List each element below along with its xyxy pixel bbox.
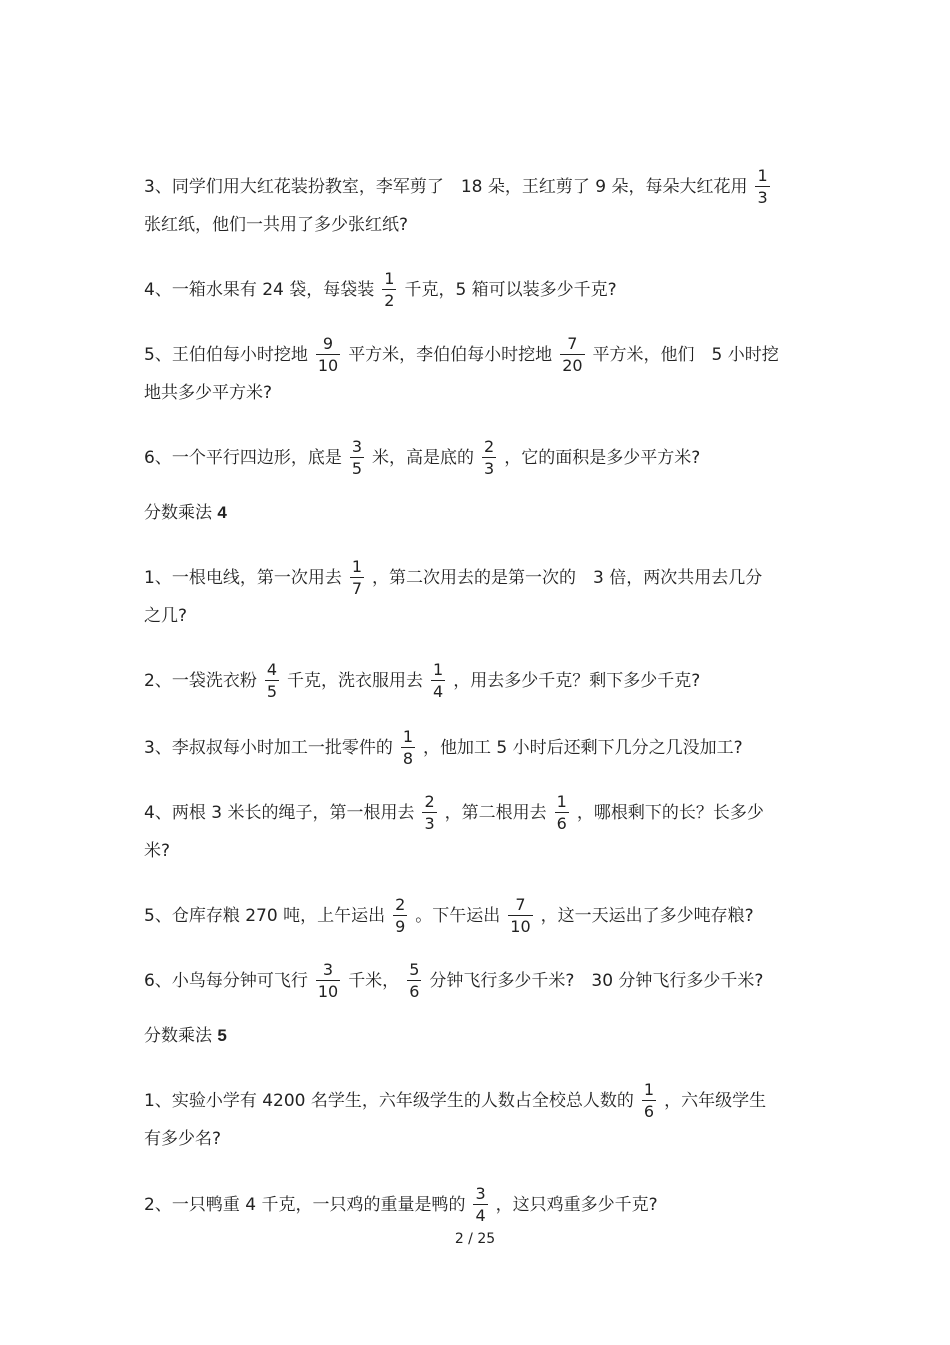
fraction: [350, 439, 364, 477]
text-segment: 米?: [144, 841, 171, 861]
text-segment: 6、一个平行四边形，底是: [144, 448, 342, 468]
text-segment: 千米，: [348, 971, 400, 991]
text-segment: ，这只鸡重多少千克?: [495, 1195, 658, 1215]
problem-text-line: [144, 729, 743, 767]
text-segment: 。下午运出: [415, 906, 501, 926]
problem-text-line: [144, 439, 700, 477]
fraction-numerator: 1: [757, 166, 768, 185]
fraction-numerator: 3: [475, 1184, 486, 1203]
problem-text-line: [144, 1186, 658, 1224]
problem-text-line: [144, 662, 700, 700]
problem-text-line: [144, 168, 778, 206]
fraction: [316, 962, 340, 1000]
text-segment: ，六年级学生: [664, 1091, 767, 1111]
fraction: [393, 897, 407, 935]
fraction-numerator: 2: [484, 437, 495, 456]
problem-text-line: [144, 840, 170, 862]
fraction-numerator: 7: [508, 897, 532, 916]
fraction-denominator: 5: [266, 682, 278, 701]
text-segment: 5、王伯伯每小时挖地: [144, 345, 308, 365]
text-segment: ，他加工 5 小时后还剩下几分之几没加工?: [423, 738, 743, 758]
page-number: 2 / 25: [454, 1231, 496, 1247]
fraction: [431, 662, 445, 700]
fraction-denominator: 3: [424, 814, 435, 833]
text-segment: 有多少名?: [144, 1129, 222, 1149]
fraction-numerator: 1: [643, 1080, 655, 1099]
text-segment: 2、一只鸭重 4 千克，一只鸡的重量是鸭的: [144, 1195, 466, 1215]
fraction: [560, 336, 584, 374]
fraction-numerator: 2: [395, 895, 406, 914]
fraction-denominator: 20: [562, 356, 583, 375]
fraction: [316, 336, 340, 374]
fraction: [350, 559, 364, 597]
fraction-denominator: 4: [433, 682, 444, 701]
text-segment: 1、实验小学有 4200 名学生，六年级学生的人数占全校总人数的: [144, 1091, 634, 1111]
fraction: [755, 168, 769, 206]
fraction-numerator: 9: [316, 336, 340, 355]
fraction-denominator: 10: [317, 356, 339, 375]
fraction-denominator: 4: [475, 1206, 486, 1225]
fraction-denominator: 6: [556, 814, 567, 833]
section-heading: [144, 502, 227, 524]
problem-text-line: [144, 897, 754, 935]
problem-text-line: [144, 1128, 221, 1150]
problem-text-line: [144, 794, 764, 832]
text-segment: ，哪根剩下的长？长多少: [576, 803, 764, 823]
text-segment: 1、一根电线，第一次用去: [144, 568, 342, 588]
problem-text-line: [144, 271, 617, 309]
fraction-denominator: 5: [351, 459, 363, 478]
text-segment: 千克，洗衣服用去: [287, 671, 424, 691]
fraction-numerator: 2: [424, 792, 435, 811]
fraction: [401, 729, 415, 767]
fraction-denominator: 9: [395, 917, 406, 936]
fraction-numerator: 1: [402, 727, 414, 746]
fraction: [555, 794, 569, 832]
text-segment: ，第二根用去: [444, 803, 547, 823]
fraction: [422, 794, 436, 832]
text-segment: 之几?: [144, 606, 188, 626]
fraction-denominator: 3: [484, 459, 495, 478]
text-segment: ，第二次用去的是第一次的 3 倍，两次共用去几分: [372, 568, 763, 588]
text-segment: 3、同学们用大红花装扮教室，李军剪了 18 朵，王红剪了 9 朵，每朵大红花用: [144, 177, 748, 197]
text-segment: 分数乘法: [144, 503, 218, 523]
fraction-denominator: 6: [409, 982, 420, 1001]
text-segment: 6、小鸟每分钟可飞行: [144, 971, 308, 991]
fraction: [508, 897, 532, 935]
text-segment: 平方米，他们 5 小时挖: [592, 345, 779, 365]
text-segment: 3、李叔叔每小时加工一批零件的: [144, 738, 393, 758]
section-number: 4: [217, 503, 227, 522]
problem-text-line: [144, 336, 779, 374]
fraction-denominator: 10: [317, 982, 339, 1001]
fraction-numerator: 1: [433, 660, 444, 679]
text-segment: 分钟飞行多少千米? 30 分钟飞行多少千米?: [429, 971, 764, 991]
text-segment: ，这一天运出了多少吨存粮?: [540, 906, 754, 926]
text-segment: 平方米，李伯伯每小时挖地: [348, 345, 553, 365]
fraction: [473, 1186, 487, 1224]
text-segment: 米，高是底的: [372, 448, 475, 468]
fraction-numerator: 1: [556, 792, 567, 811]
fraction-numerator: 3: [316, 962, 340, 981]
text-segment: 地共多少平方米?: [144, 383, 273, 403]
text-segment: 4、两根 3 米长的绳子，第一根用去: [144, 803, 415, 823]
fraction-numerator: 1: [351, 557, 363, 576]
fraction-denominator: 3: [757, 188, 768, 207]
fraction-numerator: 7: [560, 336, 584, 355]
problem-text-line: [144, 559, 762, 597]
problem-text-line: [144, 605, 187, 627]
problem-text-line: [144, 1082, 766, 1120]
text-segment: 2、一袋洗衣粉: [144, 671, 257, 691]
text-segment: 千克，5 箱可以装多少千克?: [404, 280, 617, 300]
fraction-numerator: 4: [266, 660, 278, 679]
text-segment: 张红纸，他们一共用了多少张红纸?: [144, 215, 409, 235]
text-segment: ，用去多少千克？剩下多少千克?: [453, 671, 701, 691]
fraction-numerator: 3: [351, 437, 363, 456]
fraction-numerator: 5: [409, 960, 420, 979]
fraction: [407, 962, 421, 1000]
section-heading: [144, 1025, 227, 1047]
fraction-denominator: 8: [402, 749, 414, 768]
fraction-denominator: 2: [384, 291, 395, 310]
text-segment: 4、一箱水果有 24 袋，每袋装: [144, 280, 375, 300]
fraction: [642, 1082, 656, 1120]
fraction: [482, 439, 496, 477]
fraction-denominator: 6: [643, 1102, 655, 1121]
fraction-numerator: 1: [384, 269, 395, 288]
text-segment: 分数乘法: [144, 1026, 218, 1046]
problem-text-line: [144, 214, 408, 236]
fraction: [382, 271, 396, 309]
problem-text-line: [144, 962, 763, 1000]
text-segment: 5、仓库存粮 270 吨，上午运出: [144, 906, 386, 926]
text-segment: ，它的面积是多少平方米?: [504, 448, 701, 468]
fraction: [265, 662, 279, 700]
section-number: 5: [217, 1026, 227, 1045]
problem-text-line: [144, 382, 272, 404]
fraction-denominator: 10: [510, 917, 531, 936]
fraction-denominator: 7: [351, 579, 363, 598]
